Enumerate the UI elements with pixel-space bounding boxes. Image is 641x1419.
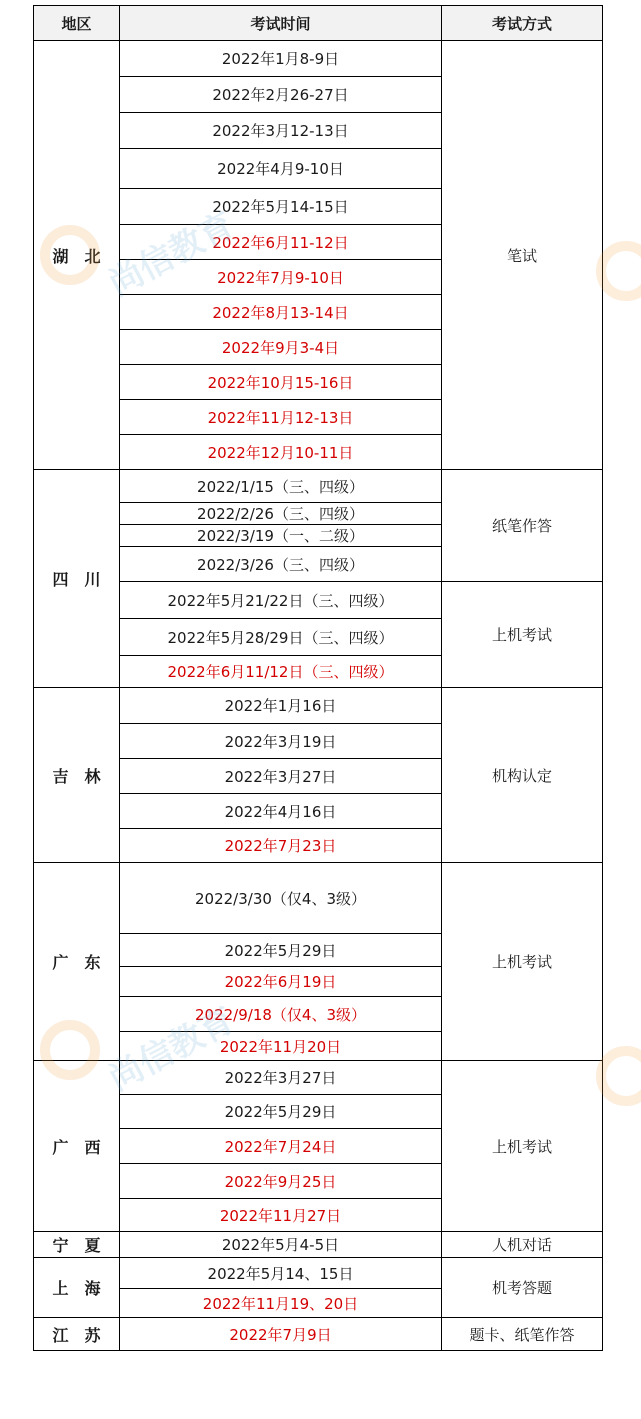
region-cell: 江 苏 bbox=[34, 1318, 120, 1351]
exam-date-cell: 2022年11月12-13日 bbox=[120, 400, 442, 435]
exam-date-cell: 2022年5月14-15日 bbox=[120, 189, 442, 225]
exam-date-cell: 2022年11月19、20日 bbox=[120, 1289, 442, 1318]
table-row bbox=[34, 863, 603, 934]
region-cell: 上 海 bbox=[34, 1258, 120, 1318]
exam-date-cell: 2022年11月20日 bbox=[120, 1032, 442, 1061]
table-row bbox=[34, 1258, 603, 1289]
exam-schedule-table bbox=[33, 5, 603, 1351]
exam-date-cell: 2022年5月28/29日（三、四级） bbox=[120, 619, 442, 656]
watermark-text: 尚信教育 bbox=[102, 205, 242, 305]
exam-date-cell: 2022年6月11-12日 bbox=[120, 225, 442, 260]
exam-date-cell: 2022年1月16日 bbox=[120, 688, 442, 724]
exam-date-cell: 2022年3月19日 bbox=[120, 724, 442, 759]
exam-date-cell: 2022年7月9日 bbox=[120, 1318, 442, 1351]
exam-method-cell: 上机考试 bbox=[442, 582, 603, 688]
table-row bbox=[34, 1232, 603, 1258]
table-row bbox=[34, 470, 603, 503]
exam-date-cell: 2022年6月11/12日（三、四级） bbox=[120, 656, 442, 688]
exam-date-cell: 2022/2/26（三、四级） bbox=[120, 503, 442, 525]
exam-date-cell: 2022年11月27日 bbox=[120, 1199, 442, 1232]
exam-schedule-sheet bbox=[33, 5, 602, 1410]
exam-date-cell: 2022/1/15（三、四级） bbox=[120, 470, 442, 503]
exam-date-cell: 2022年10月15-16日 bbox=[120, 365, 442, 400]
header-region: 地区 bbox=[34, 6, 120, 41]
region-cell: 广 东 bbox=[34, 863, 120, 1061]
exam-method-cell: 纸笔作答 bbox=[442, 470, 603, 582]
exam-date-cell: 2022年6月19日 bbox=[120, 967, 442, 997]
exam-date-cell: 2022年3月12-13日 bbox=[120, 113, 442, 149]
exam-method-cell: 笔试 bbox=[442, 41, 603, 470]
exam-date-cell: 2022年3月27日 bbox=[120, 1061, 442, 1095]
header-row bbox=[34, 6, 603, 41]
exam-date-cell: 2022年5月21/22日（三、四级） bbox=[120, 582, 442, 619]
watermark-text: 尚信教育 bbox=[102, 1000, 242, 1100]
exam-date-cell: 2022年7月23日 bbox=[120, 829, 442, 863]
exam-date-cell: 2022年2月26-27日 bbox=[120, 77, 442, 113]
table-row bbox=[34, 1061, 603, 1095]
exam-date-cell: 2022年7月24日 bbox=[120, 1129, 442, 1164]
exam-date-cell: 2022年9月25日 bbox=[120, 1164, 442, 1199]
exam-method-cell: 机构认定 bbox=[442, 688, 603, 863]
header-exam-method: 考试方式 bbox=[442, 6, 603, 41]
exam-date-cell: 2022年5月4-5日 bbox=[120, 1232, 442, 1258]
exam-date-cell: 2022/3/26（三、四级） bbox=[120, 547, 442, 582]
exam-date-cell: 2022年9月3-4日 bbox=[120, 330, 442, 365]
table-row bbox=[34, 41, 603, 77]
exam-date-cell: 2022年1月8-9日 bbox=[120, 41, 442, 77]
exam-method-cell: 题卡、纸笔作答 bbox=[442, 1318, 603, 1351]
schedule-body bbox=[34, 41, 603, 1351]
exam-date-cell: 2022年5月29日 bbox=[120, 934, 442, 967]
exam-method-cell: 上机考试 bbox=[442, 1061, 603, 1232]
region-cell: 四 川 bbox=[34, 470, 120, 688]
exam-method-cell: 机考答题 bbox=[442, 1258, 603, 1318]
exam-date-cell: 2022年5月14、15日 bbox=[120, 1258, 442, 1289]
header-exam-time: 考试时间 bbox=[120, 6, 442, 41]
table-row bbox=[34, 582, 603, 619]
exam-date-cell: 2022/3/30（仅4、3级） bbox=[120, 863, 442, 934]
exam-date-cell: 2022年7月9-10日 bbox=[120, 260, 442, 295]
table-row bbox=[34, 1318, 603, 1351]
exam-date-cell: 2022/9/18（仅4、3级） bbox=[120, 997, 442, 1032]
exam-date-cell: 2022/3/19（一、二级） bbox=[120, 525, 442, 547]
table-row bbox=[34, 688, 603, 724]
region-cell: 宁 夏 bbox=[34, 1232, 120, 1258]
exam-method-cell: 上机考试 bbox=[442, 863, 603, 1061]
exam-date-cell: 2022年4月9-10日 bbox=[120, 149, 442, 189]
region-cell: 湖 北 bbox=[34, 41, 120, 470]
region-cell: 广 西 bbox=[34, 1061, 120, 1232]
exam-method-cell: 人机对话 bbox=[442, 1232, 603, 1258]
region-cell: 吉 林 bbox=[34, 688, 120, 863]
exam-date-cell: 2022年5月29日 bbox=[120, 1095, 442, 1129]
exam-date-cell: 2022年12月10-11日 bbox=[120, 435, 442, 470]
exam-date-cell: 2022年8月13-14日 bbox=[120, 295, 442, 330]
exam-date-cell: 2022年4月16日 bbox=[120, 794, 442, 829]
exam-date-cell: 2022年3月27日 bbox=[120, 759, 442, 794]
